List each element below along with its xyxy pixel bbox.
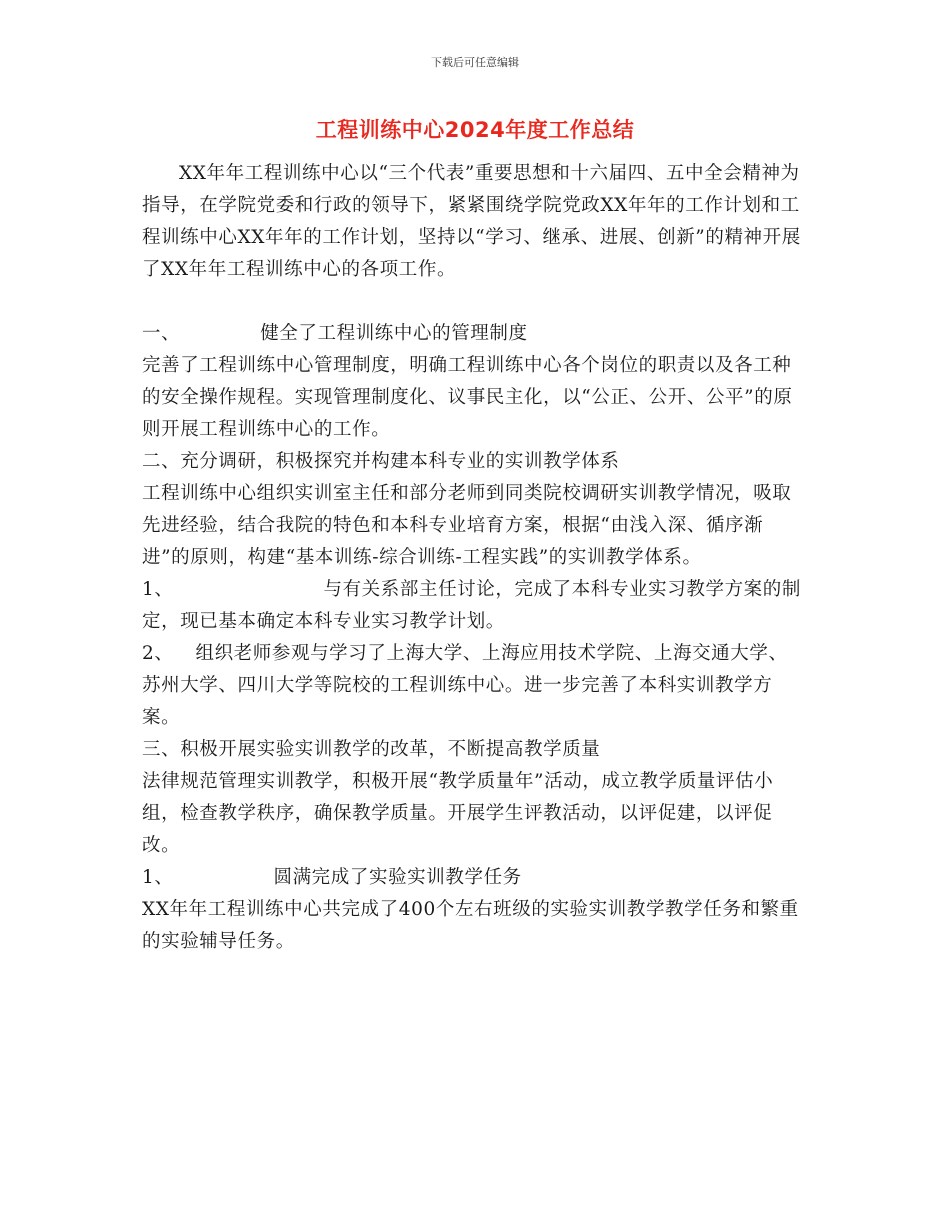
document-title: 工程训练中心2024年度工作总结 <box>315 118 635 142</box>
section2-item2-text: 组织老师参观与学习了上海大学、上海应用技术学院、上海交通大学、苏州大学、四川大学等院校的工程训练中心。进一步完善了本科实训教学方案。 <box>142 643 788 728</box>
section1-heading <box>142 318 802 350</box>
section2-item1 <box>142 574 802 638</box>
section1-number: 一、 <box>142 323 181 344</box>
section1-heading-text: 健全了工程训练中心的管理制度 <box>260 323 528 344</box>
section3-item1-heading-text: 圆满完成了实验实训教学任务 <box>273 867 522 888</box>
section2-item2-number: 2、 <box>142 643 174 664</box>
header-note: 下载后可任意编辑 <box>431 56 519 69</box>
section3-body: 法律规范管理实训教学，积极开展“教学质量年”活动，成立教学质量评估小组，检查教学秩序，确保教学质量。开展学生评教活动，以评促建，以评促改。 <box>142 771 774 856</box>
section2-item2 <box>142 638 802 734</box>
section2-item1-text: 与有关系部主任讨论，完成了本科专业实习教学方案的制 定，现已基本确定本科专业实习教学计划。 <box>142 579 801 632</box>
section2-heading: 二、充分调研，积极探究并构建本科专业的实训教学体系 <box>142 451 620 472</box>
section3-heading: 三、积极开展实验实训教学的改革，不断提高教学质量 <box>142 739 601 760</box>
section3-item1-body: XX年年工程训练中心共完成了400个左右班级的实验实训教学教学任务和繁重的实验辅导任务。 <box>142 899 799 952</box>
intro-paragraph: XX年年工程训练中心以“三个代表”重要思想和十六届四、五中全会精神为指导，在学院党委和行政的领导下，紧紧围绕学院党政XX年年的工作计划和工程训练中心XX年年的工作计划，坚持以“学习、继承、进展、创新”的精神开展了XX年年工程训练中心的各项工作。 <box>142 163 801 280</box>
section2-body: 工程训练中心组织实训室主任和部分老师到同类院校调研实训教学情况，吸取先进经验，结合我院的特色和本科专业培育方案，根据“由浅入深、循序渐进”的原则，构建“基本训练-综合训练-工程实践”的实训教学体系。 <box>142 483 792 568</box>
section2-item1-number: 1、 <box>142 579 174 600</box>
section1-body: 完善了工程训练中心管理制度，明确工程训练中心各个岗位的职责以及各工种的安全操作规程。实现管理制度化、议事民主化，以“公正、公开、公平”的原则开展工程训练中心的工作。 <box>142 355 793 440</box>
paragraph-gap <box>142 286 802 318</box>
section3-item1-heading <box>142 862 802 894</box>
document-body <box>142 158 802 958</box>
section3-item1-number: 1、 <box>142 867 174 888</box>
